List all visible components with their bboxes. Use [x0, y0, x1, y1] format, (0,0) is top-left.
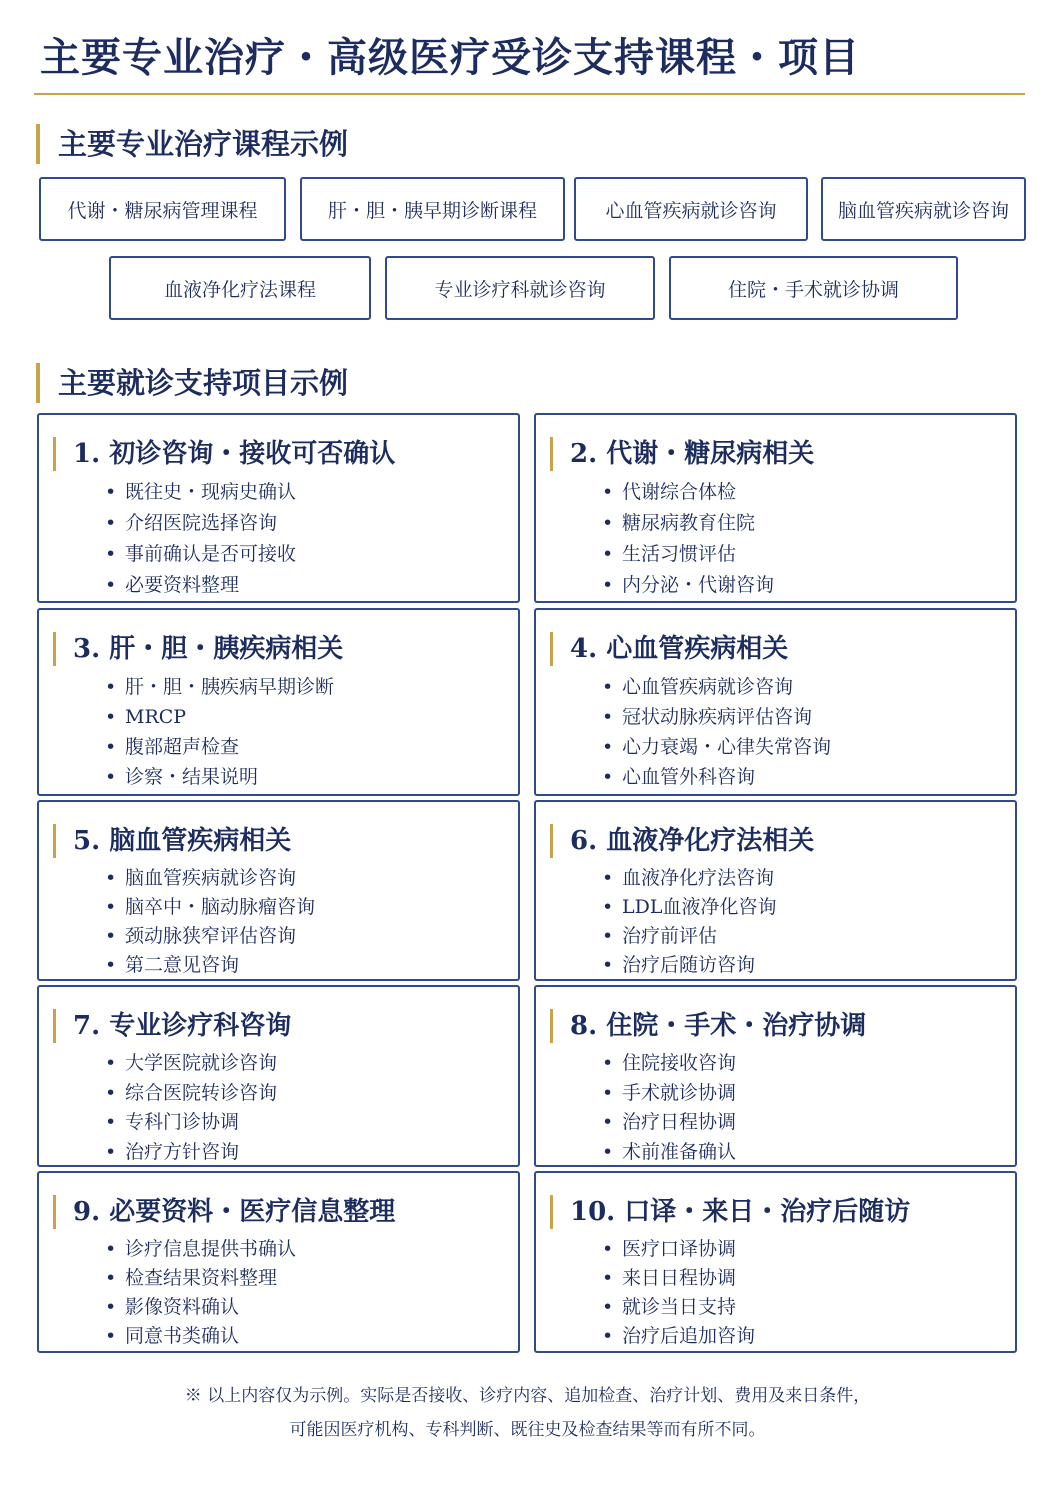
list-item: • 同意书类确认: [105, 1322, 296, 1351]
card-title: 9. 必要资料・医疗信息整理: [53, 1195, 395, 1229]
list-item: • 内分泌・代谢咨询: [602, 570, 774, 601]
support-card-5: [37, 800, 520, 981]
card-item-list: [105, 672, 334, 792]
card-item-list: [602, 1235, 755, 1351]
list-item: • 生活习惯评估: [602, 539, 774, 570]
course-specialty-consultation: 专业诊疗科就诊咨询: [385, 256, 655, 320]
list-item: • 第二意见咨询: [105, 951, 315, 980]
list-item: • 心血管外科咨询: [602, 762, 831, 792]
support-card-9: [37, 1171, 520, 1353]
list-item: • 糖尿病教育住院: [602, 508, 774, 539]
list-item: • 专科门诊协调: [105, 1108, 277, 1138]
list-item: • 就诊当日支持: [602, 1293, 755, 1322]
support-card-7: [37, 985, 520, 1167]
card-title: 5. 脑血管疾病相关: [53, 824, 291, 858]
course-cerebrovascular: 脑血管疾病就诊咨询: [821, 177, 1026, 241]
list-item: • 心力衰竭・心律失常咨询: [602, 732, 831, 762]
list-item: • 治疗日程协调: [602, 1108, 736, 1138]
card-title: 2. 代谢・糖尿病相关: [550, 437, 814, 471]
list-item: • 脑血管疾病就诊咨询: [105, 864, 315, 893]
support-card-6: [534, 800, 1017, 981]
list-item: • 脑卒中・脑动脉瘤咨询: [105, 893, 315, 922]
list-item: • 手术就诊协调: [602, 1079, 736, 1109]
support-card-2: [534, 413, 1017, 603]
card-item-list: [105, 1235, 296, 1351]
section-heading-courses: 主要专业治疗课程示例: [36, 124, 348, 164]
card-item-list: [602, 1049, 736, 1167]
card-title: 7. 专业诊疗科咨询: [53, 1009, 291, 1043]
support-card-10: [534, 1171, 1017, 1353]
list-item: • 检查结果资料整理: [105, 1264, 296, 1293]
card-title: 3. 肝・胆・胰疾病相关: [53, 632, 343, 666]
footnote-line-2: 可能因医疗机构、专科判断、既往史及检查结果等而有所不同。: [289, 1420, 766, 1440]
support-card-8: [534, 985, 1017, 1167]
list-item: • 介绍医院选择咨询: [105, 508, 296, 539]
course-hospitalization-surgery: 住院・手术就诊协调: [669, 256, 958, 320]
list-item: • 事前确认是否可接收: [105, 539, 296, 570]
card-title: 6. 血液净化疗法相关: [550, 824, 814, 858]
list-item: • 大学医院就诊咨询: [105, 1049, 277, 1079]
support-card-3: [37, 608, 520, 796]
list-item: • 治疗前评估: [602, 922, 776, 951]
list-item: • 心血管疾病就诊咨询: [602, 672, 831, 702]
list-item: • 颈动脉狭窄评估咨询: [105, 922, 315, 951]
card-item-list: [602, 864, 776, 980]
page-title: 主要专业治疗・高级医疗受诊支持课程・项目: [40, 34, 860, 81]
list-item: • 诊察・结果说明: [105, 762, 334, 792]
course-liver-biliary-pancreas: 肝・胆・胰早期诊断课程: [300, 177, 565, 241]
list-item: • 影像资料确认: [105, 1293, 296, 1322]
list-item: • 综合医院转诊咨询: [105, 1079, 277, 1109]
list-item: • 治疗方针咨询: [105, 1138, 277, 1168]
list-item: • 代谢综合体检: [602, 477, 774, 508]
list-item: • 既往史・现病史确认: [105, 477, 296, 508]
section-heading-support: 主要就诊支持项目示例: [36, 363, 348, 403]
list-item: • MRCP: [105, 702, 334, 732]
list-item: • 腹部超声检查: [105, 732, 334, 762]
card-item-list: [602, 672, 831, 792]
list-item: • LDL血液净化咨询: [602, 893, 776, 922]
title-divider: [34, 93, 1025, 95]
list-item: • 必要资料整理: [105, 570, 296, 601]
course-cardiovascular: 心血管疾病就诊咨询: [574, 177, 808, 241]
list-item: • 肝・胆・胰疾病早期诊断: [105, 672, 334, 702]
card-title: 1. 初诊咨询・接收可否确认: [53, 437, 395, 471]
support-card-1: [37, 413, 520, 603]
course-metabolic-diabetes: 代谢・糖尿病管理课程: [39, 177, 286, 241]
card-item-list: [105, 864, 315, 980]
course-blood-purification: 血液净化疗法课程: [109, 256, 371, 320]
card-item-list: [105, 477, 296, 601]
list-item: • 血液净化疗法咨询: [602, 864, 776, 893]
support-card-4: [534, 608, 1017, 796]
card-title: 8. 住院・手术・治疗协调: [550, 1009, 866, 1043]
list-item: • 治疗后随访咨询: [602, 951, 776, 980]
card-item-list: [105, 1049, 277, 1167]
card-item-list: [602, 477, 774, 601]
list-item: • 术前准备确认: [602, 1138, 736, 1168]
card-title: 4. 心血管疾病相关: [550, 632, 788, 666]
list-item: • 冠状动脉疾病评估咨询: [602, 702, 831, 732]
list-item: • 住院接收咨询: [602, 1049, 736, 1079]
list-item: • 来日日程协调: [602, 1264, 755, 1293]
list-item: • 诊疗信息提供书确认: [105, 1235, 296, 1264]
list-item: • 医疗口译协调: [602, 1235, 755, 1264]
footnote-line-1: ※ 以上内容仅为示例。实际是否接收、诊疗内容、追加检查、治疗计划、费用及来日条件，: [184, 1386, 871, 1406]
list-item: • 治疗后追加咨询: [602, 1322, 755, 1351]
card-title: 10. 口译・来日・治疗后随访: [550, 1195, 910, 1229]
